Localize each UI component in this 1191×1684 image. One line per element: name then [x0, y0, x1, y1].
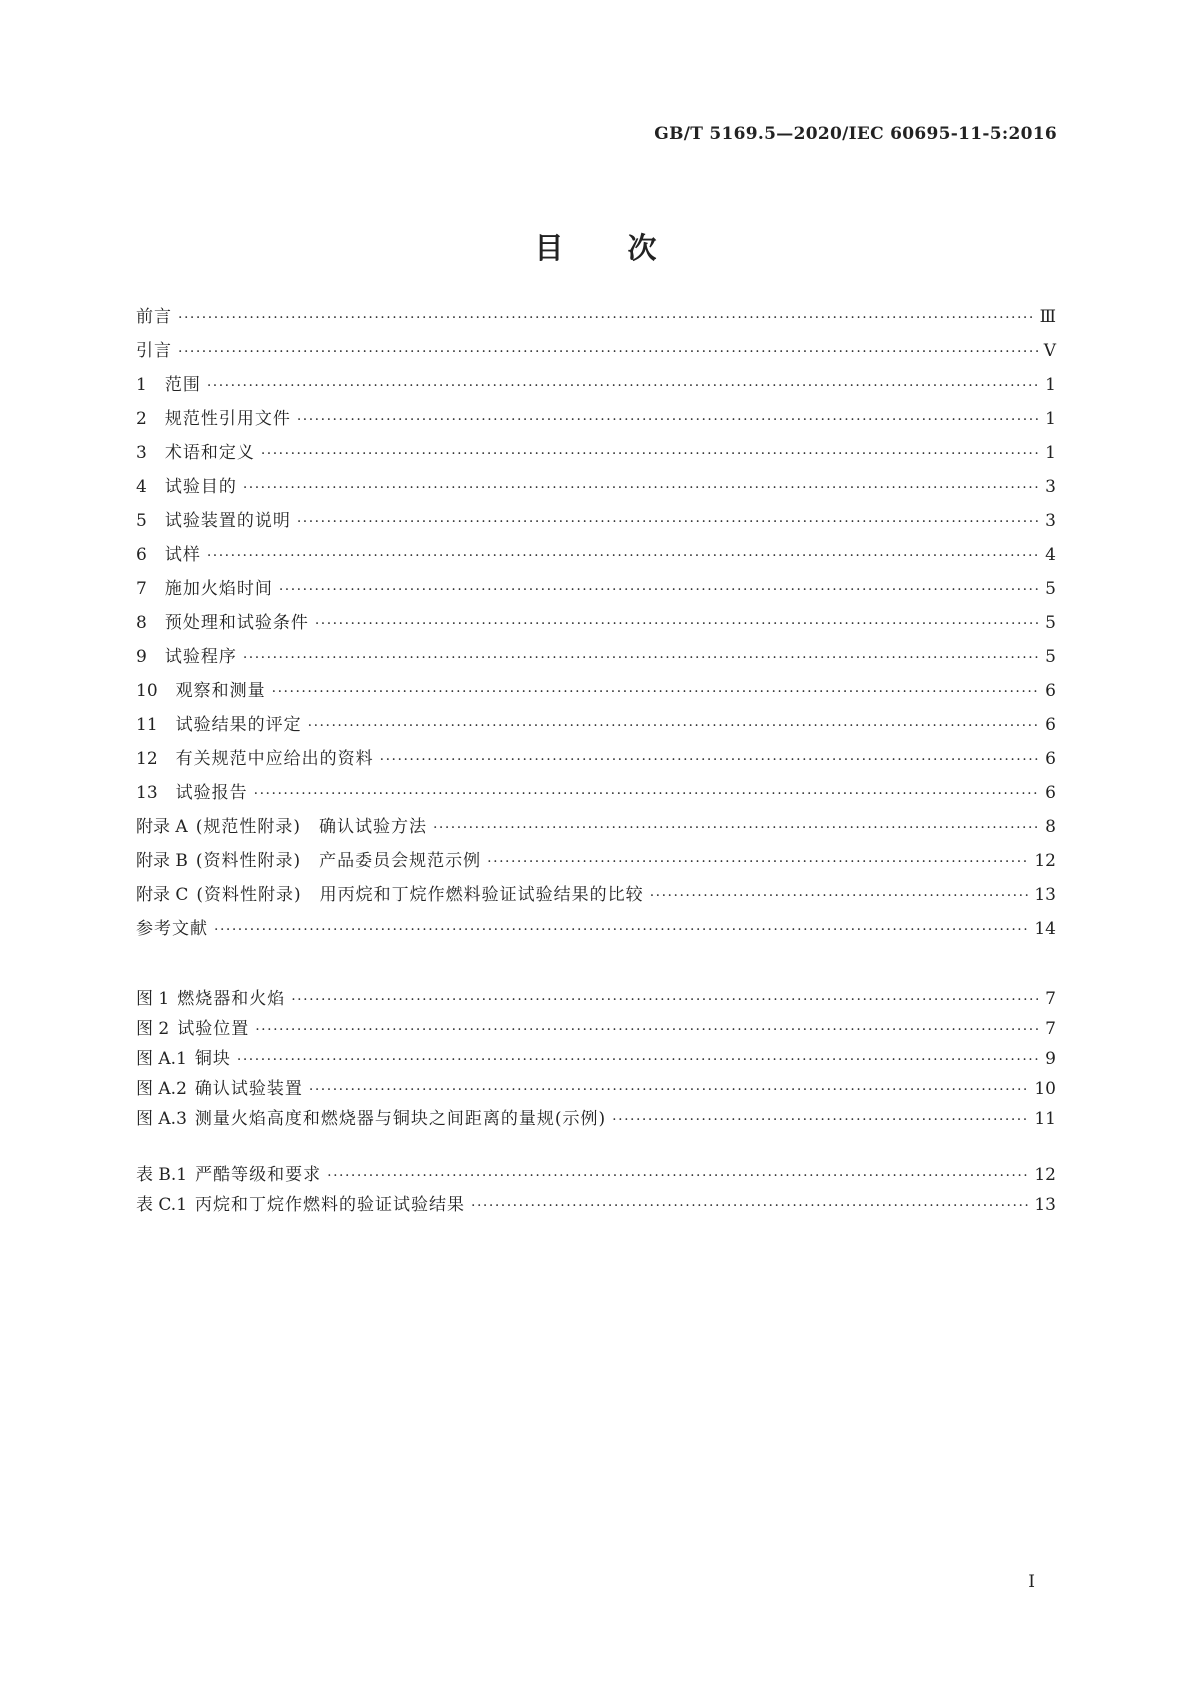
entry-page: Ⅲ	[1039, 307, 1056, 327]
entry-page: 1	[1045, 375, 1056, 395]
entry-page: 14	[1034, 919, 1056, 939]
toc-entry[interactable]	[136, 574, 1056, 608]
entry-page: Ⅴ	[1043, 341, 1056, 361]
entry-label: 预处理和试验条件	[164, 613, 309, 633]
entry-page: 13	[1034, 885, 1056, 905]
entry-label: 试验程序	[164, 647, 237, 667]
entry-page: 6	[1045, 715, 1056, 735]
leader-dots	[471, 1198, 1028, 1214]
title-char-2: 次	[627, 231, 657, 265]
entry-number: 图 A.3	[136, 1109, 187, 1129]
figure-entry[interactable]	[136, 984, 1056, 1014]
toc-entry[interactable]	[136, 812, 1056, 846]
figure-entry[interactable]	[136, 1074, 1056, 1104]
toc-entry[interactable]	[136, 438, 1056, 472]
entry-number: 12	[136, 749, 158, 769]
entry-label: 试样	[164, 545, 201, 565]
entry-label: (资料性附录) 产品委员会规范示例	[195, 851, 482, 871]
leader-dots	[178, 344, 1038, 360]
entry-number: 4	[136, 477, 147, 497]
toc-entry[interactable]	[136, 710, 1056, 744]
leader-dots	[214, 922, 1028, 938]
entry-number: 附录 C	[136, 885, 189, 905]
figure-entry[interactable]	[136, 1014, 1056, 1044]
entry-page: 7	[1045, 989, 1056, 1009]
entry-number: 7	[136, 579, 147, 599]
table-of-contents	[136, 302, 1056, 948]
entry-number: 5	[136, 511, 147, 531]
toc-entry[interactable]	[136, 642, 1056, 676]
entry-page: 8	[1045, 817, 1056, 837]
toc-entry[interactable]	[136, 506, 1056, 540]
page-title	[0, 226, 1191, 267]
entry-label: (资料性附录) 用丙烷和丁烷作燃料验证试验结果的比较	[196, 885, 644, 905]
toc-entry[interactable]	[136, 302, 1056, 336]
leader-dots	[487, 854, 1028, 870]
toc-entry[interactable]	[136, 472, 1056, 506]
page-number: I	[1028, 1572, 1035, 1592]
table-entry[interactable]	[136, 1160, 1056, 1190]
leader-dots	[178, 310, 1034, 326]
entry-number: 图 1	[136, 989, 170, 1009]
leader-dots	[243, 650, 1038, 666]
figure-entry[interactable]	[136, 1044, 1056, 1074]
leader-dots	[237, 1052, 1038, 1068]
leader-dots	[291, 992, 1038, 1008]
table-entry[interactable]	[136, 1190, 1056, 1220]
entry-label: 引言	[136, 341, 172, 361]
toc-entry[interactable]	[136, 880, 1056, 914]
entry-page: 5	[1045, 647, 1056, 667]
toc-entry[interactable]	[136, 676, 1056, 710]
entry-number: 1	[136, 375, 147, 395]
entry-page: 1	[1045, 443, 1056, 463]
leader-dots	[279, 582, 1038, 598]
toc-entry[interactable]	[136, 370, 1056, 404]
entry-number: 6	[136, 545, 147, 565]
toc-entry[interactable]	[136, 336, 1056, 370]
entry-page: 3	[1045, 511, 1056, 531]
entry-number: 11	[136, 715, 158, 735]
title-char-1: 目	[534, 231, 564, 265]
entry-label: 观察和测量	[175, 681, 266, 701]
entry-page: 12	[1034, 1165, 1056, 1185]
entry-page: 3	[1045, 477, 1056, 497]
entry-label: 测量火焰高度和燃烧器与铜块之间距离的量规(示例)	[194, 1109, 607, 1129]
entry-page: 6	[1045, 749, 1056, 769]
entry-page: 6	[1045, 681, 1056, 701]
entry-label: 试验结果的评定	[175, 715, 302, 735]
leader-dots	[650, 888, 1029, 904]
entry-number: 3	[136, 443, 147, 463]
entry-page: 7	[1045, 1019, 1056, 1039]
entry-label: 有关规范中应给出的资料	[175, 749, 374, 769]
leader-dots	[309, 1082, 1028, 1098]
entry-page: 10	[1034, 1079, 1056, 1099]
leader-dots	[315, 616, 1038, 632]
entry-label: 铜块	[194, 1049, 231, 1069]
entry-page: 12	[1034, 851, 1056, 871]
leader-dots	[308, 718, 1038, 734]
entry-number: 2	[136, 409, 147, 429]
entry-number: 9	[136, 647, 147, 667]
toc-entry[interactable]	[136, 608, 1056, 642]
entry-label: 规范性引用文件	[164, 409, 291, 429]
entry-label: 燃烧器和火焰	[177, 989, 286, 1009]
leader-dots	[327, 1168, 1028, 1184]
entry-page: 13	[1034, 1195, 1056, 1215]
toc-entry[interactable]	[136, 778, 1056, 812]
entry-label: (规范性附录) 确认试验方法	[195, 817, 427, 837]
entry-label: 试验位置	[177, 1019, 250, 1039]
leader-dots	[272, 684, 1038, 700]
leader-dots	[261, 446, 1038, 462]
leader-dots	[380, 752, 1038, 768]
entry-label: 严酷等级和要求	[195, 1165, 322, 1185]
entry-page: 6	[1045, 783, 1056, 803]
entry-label: 试验装置的说明	[164, 511, 291, 531]
entry-number: 图 A.1	[136, 1049, 187, 1069]
entry-number: 附录 A	[136, 817, 188, 837]
entry-number: 图 A.2	[136, 1079, 187, 1099]
leader-dots	[254, 786, 1038, 802]
entry-number: 8	[136, 613, 147, 633]
entry-label: 试验目的	[164, 477, 237, 497]
entry-number: 13	[136, 783, 158, 803]
entry-label: 范围	[164, 375, 201, 395]
leader-dots	[612, 1112, 1028, 1128]
entry-label: 确认试验装置	[194, 1079, 303, 1099]
entry-label: 试验报告	[175, 783, 248, 803]
entry-page: 5	[1045, 579, 1056, 599]
toc-entry[interactable]	[136, 846, 1056, 880]
toc-entry[interactable]	[136, 744, 1056, 778]
leader-dots	[297, 412, 1038, 428]
list-of-tables	[136, 1160, 1056, 1220]
list-of-figures	[136, 984, 1056, 1134]
toc-entry[interactable]	[136, 540, 1056, 574]
entry-number: 表 C.1	[136, 1195, 188, 1215]
entry-page: 5	[1045, 613, 1056, 633]
entry-label: 施加火焰时间	[164, 579, 273, 599]
entry-page: 4	[1045, 545, 1056, 565]
leader-dots	[297, 514, 1038, 530]
leader-dots	[207, 378, 1038, 394]
entry-number: 10	[136, 681, 158, 701]
figure-entry[interactable]	[136, 1104, 1056, 1134]
leader-dots	[243, 480, 1038, 496]
entry-number: 表 B.1	[136, 1165, 188, 1185]
entry-label: 参考文献	[136, 919, 208, 939]
leader-dots	[255, 1022, 1038, 1038]
toc-entry[interactable]	[136, 404, 1056, 438]
entry-label: 术语和定义	[164, 443, 255, 463]
entry-label: 前言	[136, 307, 172, 327]
toc-entry[interactable]	[136, 914, 1056, 948]
entry-number: 附录 B	[136, 851, 188, 871]
leader-dots	[433, 820, 1038, 836]
entry-page: 9	[1045, 1049, 1056, 1069]
standard-number: GB/T 5169.5—2020/IEC 60695-11-5:2016	[654, 124, 1057, 144]
entry-page: 1	[1045, 409, 1056, 429]
entry-page: 11	[1034, 1109, 1056, 1129]
leader-dots	[207, 548, 1038, 564]
entry-label: 丙烷和丁烷作燃料的验证试验结果	[195, 1195, 466, 1215]
entry-number: 图 2	[136, 1019, 170, 1039]
